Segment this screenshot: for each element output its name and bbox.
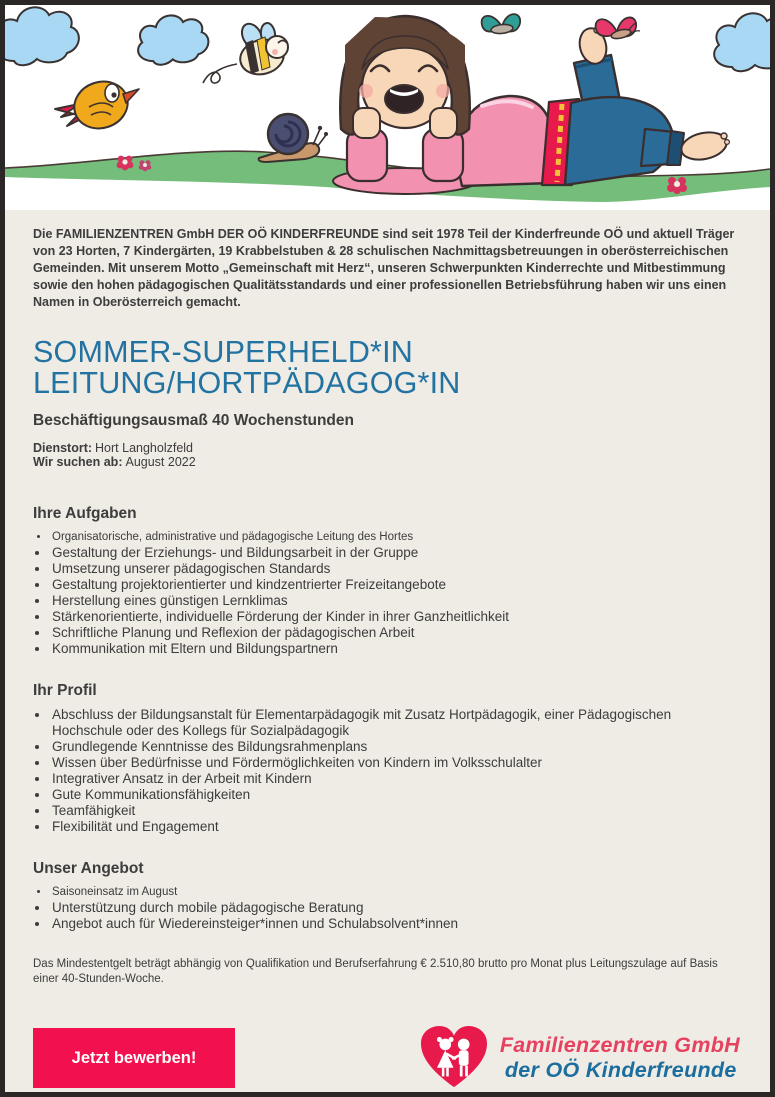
intro-paragraph: Die FAMILIENZENTREN GmbH DER OÖ KINDERFREUNDE sind seit 1978 Teil der Kinderfreunde OÖ und aktuell Träger von 23 Horten, 7 Kindergärten, 19 Krabbelstuben & 28 schulischen Nachmittagsbetreuungen in oberösterreichischen Gemeinden. Mit unserem Motto „Gemeinschaft mit Herz“, unseren Schwerpunkten Kinderrechte und Mitbestimmung sowie den hohen pädagogischen Qualitätsstandards und einer professionellen Betriebsführung haben wir uns einen Namen in Oberösterreich gemacht. — [33, 227, 735, 309]
heart-children-icon — [418, 1025, 490, 1091]
job-location-label: Dienstort: — [33, 441, 93, 455]
list-item: • Teamfähigkeit — [50, 803, 742, 819]
job-start-label: Wir suchen ab: — [33, 455, 123, 469]
list-item: • Schriftliche Planung und Reflexion der pädagogischen Arbeit — [50, 625, 742, 641]
section-heading-angebot: Unser Angebot — [33, 860, 144, 877]
salary-fine-print: Das Mindestentgelt beträgt abhängig von Qualifikation und Berufserfahrung € 2.510,80 brutto pro Monat plus Leitungszulage auf Basis einer 40-Stunden-Woche. — [33, 958, 718, 985]
list-item: • Gute Kommunikationsfähigkeiten — [50, 787, 742, 803]
list-item: • Wissen über Bedürfnisse und Fördermöglichkeiten von Kindern im Volksschulalter — [50, 755, 742, 771]
list-item: • Saisoneinsatz im August — [50, 885, 742, 900]
company-logo — [418, 1025, 740, 1091]
list-item: • Angebot auch für Wiedereinsteiger*innen und Schulabsolvent*innen — [50, 916, 742, 932]
section-heading-profil: Ihr Profil — [33, 682, 97, 699]
header-illustration — [5, 5, 770, 210]
job-start-value: August 2022 — [125, 455, 196, 469]
list-item: • Gestaltung projektorientierter und kindzentrierter Freizeitangebote — [50, 577, 742, 593]
page-title-line2: LEITUNG/HORTPÄDAGOG*IN — [33, 366, 461, 400]
list-item: • Umsetzung unserer pädagogischen Standards — [50, 561, 742, 577]
angebot-list — [33, 885, 742, 932]
list-item: • Organisatorische, administrative und pädagogische Leitung des Hortes — [50, 530, 742, 545]
profil-list — [33, 707, 742, 835]
flyer-content — [5, 226, 770, 1091]
logo-company-subname: der OÖ Kinderfreunde — [504, 1058, 737, 1082]
job-meta — [33, 441, 742, 469]
list-item: • Grundlegende Kenntnisse des Bildungsrahmenplans — [50, 739, 742, 755]
list-item: • Unterstützung durch mobile pädagogische Beratung — [50, 900, 742, 916]
job-location-value: Hort Langholzfeld — [95, 441, 194, 455]
list-item: • Stärkenorientierte, individuelle Förderung der Kinder in ihrer Ganzheitlichkeit — [50, 609, 742, 625]
list-item: • Flexibilität und Engagement — [50, 819, 742, 835]
company-logo-text — [500, 1033, 740, 1083]
page-title-line1: SOMMER-SUPERHELD*IN — [33, 335, 414, 369]
list-item: • Herstellung eines günstigen Lernklimas — [50, 593, 742, 609]
list-item: • Gestaltung der Erziehungs- und Bildungsarbeit in der Gruppe — [50, 545, 742, 561]
aufgaben-list — [33, 530, 742, 657]
employment-extent: Beschäftigungsausmaß 40 Wochenstunden — [33, 412, 354, 429]
logo-company-name: Familienzentren GmbH — [499, 1033, 740, 1057]
list-item: • Kommunikation mit Eltern und Bildungspartnern — [50, 641, 742, 657]
footer-row — [33, 1025, 742, 1091]
section-heading-aufgaben: Ihre Aufgaben — [33, 505, 137, 522]
page-title — [33, 337, 742, 399]
apply-now-button[interactable]: Jetzt bewerben! — [33, 1028, 235, 1088]
list-item: • Abschluss der Bildungsanstalt für Elementarpädagogik mit Zusatz Hortpädagogik, einer Pädagogischen Hochschule oder des Kollegs für Sozialpädagogik — [50, 707, 742, 739]
job-start-row — [33, 455, 742, 469]
list-item: • Integrativer Ansatz in der Arbeit mit Kindern — [50, 771, 742, 787]
job-location-row — [33, 441, 742, 455]
